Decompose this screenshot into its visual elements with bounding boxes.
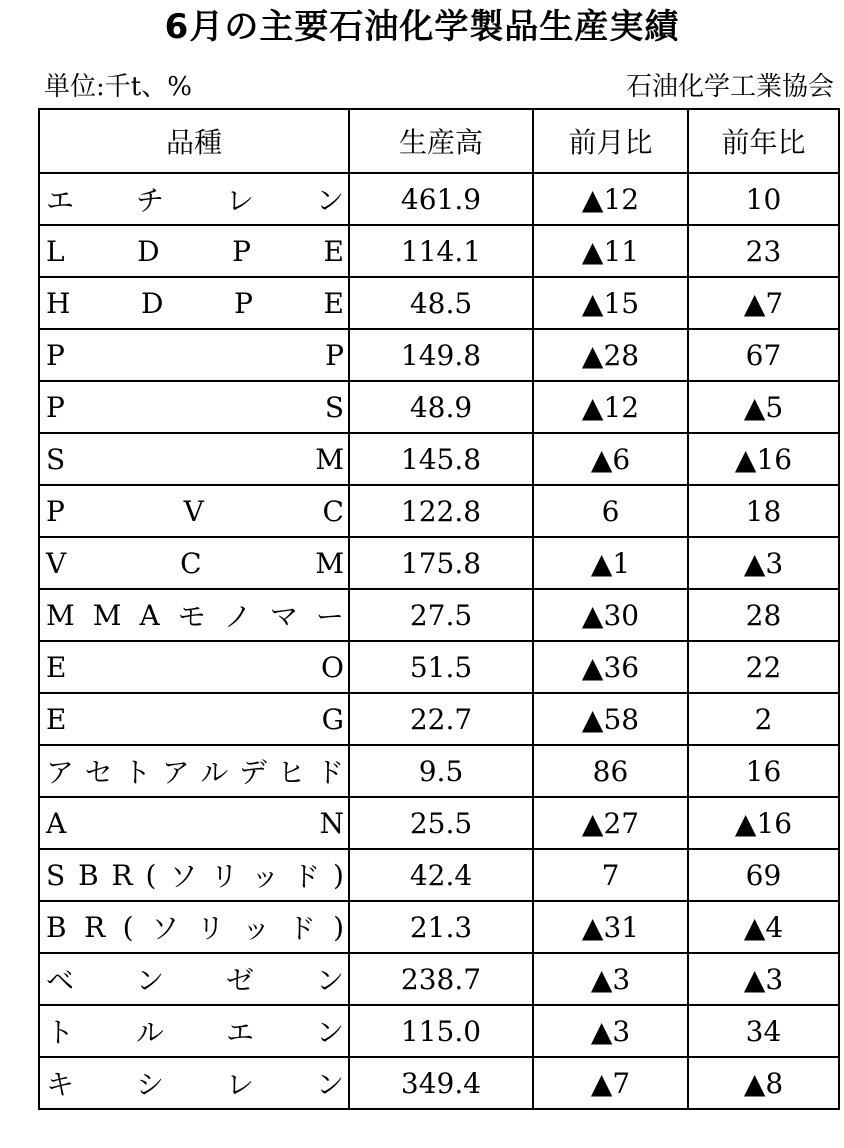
- year-ratio-cell: 69: [688, 849, 839, 901]
- production-cell: 461.9: [349, 173, 533, 225]
- product-name-cell: [39, 641, 349, 693]
- production-cell: 238.7: [349, 953, 533, 1005]
- production-cell: 114.1: [349, 225, 533, 277]
- product-name-cell: [39, 849, 349, 901]
- product-name: ト ル エ ン: [46, 1016, 344, 1049]
- table-row: [39, 1005, 839, 1057]
- product-name: A N: [46, 806, 344, 840]
- year-ratio-cell: 28: [688, 589, 839, 641]
- page-title: 6月の主要石油化学製品生産実績: [164, 7, 680, 47]
- month-ratio-cell: ▲36: [533, 641, 688, 693]
- product-name-cell: [39, 173, 349, 225]
- month-ratio-cell: ▲7: [533, 1057, 688, 1109]
- product-name: L D P E: [46, 234, 344, 268]
- production-cell: 9.5: [349, 745, 533, 797]
- year-ratio-cell: ▲16: [688, 797, 839, 849]
- product-name-cell: [39, 1057, 349, 1109]
- production-cell: 48.9: [349, 381, 533, 433]
- product-name: E O: [46, 650, 344, 684]
- product-name-cell: [39, 745, 349, 797]
- product-name: ベ ン ゼ ン: [46, 964, 344, 997]
- column-header-product: 品種: [39, 109, 349, 173]
- year-ratio-cell: ▲3: [688, 537, 839, 589]
- table-body: [39, 173, 839, 1109]
- production-cell: 51.5: [349, 641, 533, 693]
- product-name: P S: [46, 390, 344, 424]
- product-name-cell: [39, 329, 349, 381]
- product-name: ア セ ト ア ル デ ヒ ド: [46, 756, 344, 789]
- table-row: [39, 433, 839, 485]
- year-ratio-cell: 22: [688, 641, 839, 693]
- product-name-cell: [39, 693, 349, 745]
- product-name-cell: [39, 537, 349, 589]
- month-ratio-cell: ▲30: [533, 589, 688, 641]
- product-name-cell: [39, 277, 349, 329]
- table-row: [39, 589, 839, 641]
- month-ratio-cell: ▲31: [533, 901, 688, 953]
- month-ratio-cell: ▲3: [533, 1005, 688, 1057]
- product-name-cell: [39, 381, 349, 433]
- product-name-cell: [39, 1005, 349, 1057]
- product-name-cell: [39, 901, 349, 953]
- production-cell: 349.4: [349, 1057, 533, 1109]
- table-row: [39, 485, 839, 537]
- product-name: B R ( ソ リ ッ ド ): [46, 910, 344, 945]
- table-row: [39, 277, 839, 329]
- year-ratio-cell: ▲5: [688, 381, 839, 433]
- header-row: [39, 109, 839, 173]
- product-name-cell: [39, 797, 349, 849]
- column-header-year-ratio: 前年比: [688, 109, 839, 173]
- product-name-cell: [39, 953, 349, 1005]
- year-ratio-cell: 34: [688, 1005, 839, 1057]
- product-name: S B R ( ソ リ ッ ド ): [46, 858, 344, 893]
- year-ratio-cell: 23: [688, 225, 839, 277]
- source-label: 石油化学工業協会: [625, 72, 834, 102]
- month-ratio-cell: 7: [533, 849, 688, 901]
- product-name: P P: [46, 338, 344, 372]
- production-cell: 175.8: [349, 537, 533, 589]
- production-cell: 22.7: [349, 693, 533, 745]
- year-ratio-cell: ▲16: [688, 433, 839, 485]
- year-ratio-cell: 2: [688, 693, 839, 745]
- month-ratio-cell: ▲15: [533, 277, 688, 329]
- year-ratio-cell: ▲7: [688, 277, 839, 329]
- product-name: V C M: [46, 546, 344, 580]
- table-row: [39, 641, 839, 693]
- month-ratio-cell: ▲6: [533, 433, 688, 485]
- year-ratio-cell: 67: [688, 329, 839, 381]
- year-ratio-cell: 16: [688, 745, 839, 797]
- month-ratio-cell: ▲58: [533, 693, 688, 745]
- table-row: [39, 953, 839, 1005]
- production-cell: 48.5: [349, 277, 533, 329]
- table-row: [39, 329, 839, 381]
- production-cell: 42.4: [349, 849, 533, 901]
- table-row: [39, 849, 839, 901]
- year-ratio-cell: ▲4: [688, 901, 839, 953]
- production-cell: 21.3: [349, 901, 533, 953]
- production-cell: 145.8: [349, 433, 533, 485]
- table-row: [39, 173, 839, 225]
- table-row: [39, 745, 839, 797]
- production-cell: 115.0: [349, 1005, 533, 1057]
- column-header-production: 生産高: [349, 109, 533, 173]
- production-cell: 27.5: [349, 589, 533, 641]
- product-name: H D P E: [46, 286, 344, 320]
- table-row: [39, 693, 839, 745]
- product-name-cell: [39, 589, 349, 641]
- product-name: M M A モ ノ マ ー: [46, 598, 344, 633]
- product-name-cell: [39, 485, 349, 537]
- month-ratio-cell: 86: [533, 745, 688, 797]
- table-row: [39, 1057, 839, 1109]
- year-ratio-cell: 10: [688, 173, 839, 225]
- year-ratio-cell: ▲3: [688, 953, 839, 1005]
- month-ratio-cell: ▲28: [533, 329, 688, 381]
- product-name: S M: [46, 442, 344, 476]
- product-name: エ チ レ ン: [46, 184, 344, 217]
- column-header-month-ratio: 前月比: [533, 109, 688, 173]
- month-ratio-cell: ▲12: [533, 173, 688, 225]
- product-name: キ シ レ ン: [46, 1068, 344, 1101]
- month-ratio-cell: 6: [533, 485, 688, 537]
- year-ratio-cell: 18: [688, 485, 839, 537]
- production-cell: 122.8: [349, 485, 533, 537]
- product-name-cell: [39, 433, 349, 485]
- table-row: [39, 797, 839, 849]
- product-name-cell: [39, 225, 349, 277]
- year-ratio-cell: ▲8: [688, 1057, 839, 1109]
- month-ratio-cell: ▲11: [533, 225, 688, 277]
- production-cell: 25.5: [349, 797, 533, 849]
- table-row: [39, 381, 839, 433]
- month-ratio-cell: ▲27: [533, 797, 688, 849]
- production-cell: 149.8: [349, 329, 533, 381]
- month-ratio-cell: ▲12: [533, 381, 688, 433]
- month-ratio-cell: ▲3: [533, 953, 688, 1005]
- table-row: [39, 225, 839, 277]
- unit-label: 単位:千t、%: [44, 72, 192, 102]
- production-table: [38, 108, 840, 1110]
- table-row: [39, 901, 839, 953]
- product-name: P V C: [46, 494, 344, 528]
- table-row: [39, 537, 839, 589]
- product-name: E G: [46, 702, 344, 736]
- month-ratio-cell: ▲1: [533, 537, 688, 589]
